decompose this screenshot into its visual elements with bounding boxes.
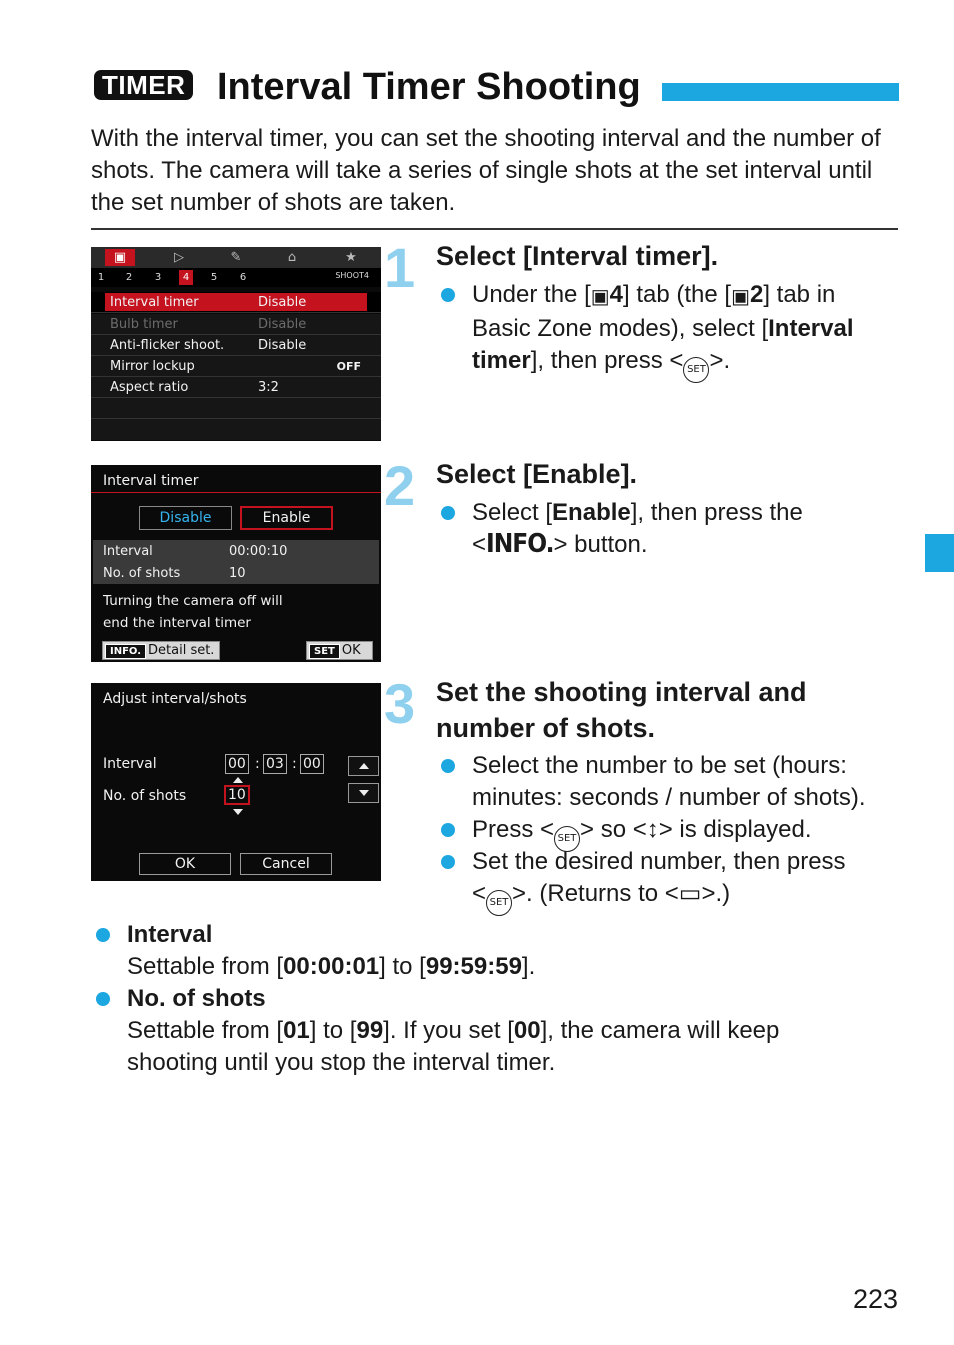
text: Under the [ bbox=[472, 281, 591, 308]
menu-row-label: Mirror lockup bbox=[110, 359, 195, 374]
screen-title: Adjust interval/shots bbox=[103, 691, 247, 707]
hours-box: 00 bbox=[225, 754, 249, 774]
menu-tab-bar bbox=[91, 247, 381, 268]
detail-set-guide bbox=[102, 641, 220, 660]
info-key-icon: INFO. bbox=[105, 644, 146, 659]
title-line: number of shots. bbox=[436, 713, 656, 743]
camera-icon: ▣ bbox=[590, 286, 610, 308]
detail-set-label: Detail set. bbox=[148, 643, 215, 658]
text: ] tab (the [ bbox=[623, 281, 732, 308]
ok-label: OK bbox=[341, 643, 361, 658]
range-min: 01 bbox=[283, 1017, 310, 1044]
wrench-icon: ✎ bbox=[230, 250, 242, 265]
minutes-box: 03 bbox=[263, 754, 287, 774]
shots-value: 10 bbox=[229, 566, 246, 581]
step-number: 3 bbox=[384, 672, 416, 735]
menu-item: timer bbox=[472, 347, 531, 374]
menu-row-anti-flicker bbox=[91, 335, 381, 356]
playback-icon: ▷ bbox=[174, 250, 184, 265]
menu-row-interval-timer bbox=[91, 292, 381, 313]
camera-screen-adjust-interval bbox=[91, 683, 381, 881]
step-instruction bbox=[472, 750, 866, 814]
settings-summary bbox=[93, 540, 379, 584]
bullet-icon bbox=[441, 506, 455, 520]
step-number: 1 bbox=[384, 236, 416, 299]
menu-row-value: Disable bbox=[258, 295, 307, 310]
bullet-icon bbox=[441, 855, 455, 869]
text: >. bbox=[709, 347, 731, 374]
camera-icon: ▣ bbox=[105, 249, 135, 266]
camera-screen-shoot-menu bbox=[91, 247, 381, 441]
tab-number: 2 bbox=[749, 281, 764, 308]
text: ] to [ bbox=[379, 953, 426, 980]
title-underline bbox=[91, 492, 381, 493]
page-number: 1 bbox=[97, 272, 105, 283]
tab-number: 4 bbox=[609, 281, 623, 308]
section-header bbox=[91, 66, 899, 110]
bullet-icon bbox=[96, 928, 110, 942]
disable-option: Disable bbox=[139, 506, 232, 530]
bullet-icon bbox=[441, 288, 455, 302]
text: < bbox=[472, 880, 487, 907]
text: Press < bbox=[472, 816, 555, 843]
set-ok-guide bbox=[306, 641, 373, 660]
text: > button. bbox=[553, 531, 648, 558]
page-number-active: 4 bbox=[179, 270, 193, 285]
text: >.) bbox=[701, 880, 731, 907]
set-button-icon: SET bbox=[554, 826, 580, 852]
bullet-icon bbox=[96, 992, 110, 1006]
menu-row-mirror-lockup bbox=[91, 356, 381, 377]
timer-mode-badge: TIMER bbox=[94, 70, 193, 100]
step-title: Select [Enable]. bbox=[436, 459, 638, 489]
decrease-button bbox=[348, 783, 379, 803]
menu-row-label: Bulb timer bbox=[110, 317, 178, 332]
text: Set the desired number, then press bbox=[472, 848, 846, 875]
step-instruction bbox=[472, 279, 854, 383]
menu-row-value: OFF bbox=[336, 360, 361, 373]
camera-icon: ▣ bbox=[731, 286, 750, 308]
title-line: Set the shooting interval and bbox=[436, 677, 807, 707]
step-instruction bbox=[472, 846, 846, 916]
text: ] to [ bbox=[309, 1017, 357, 1044]
text: ]. If you set [ bbox=[383, 1017, 514, 1044]
step-title: Select [Interval timer]. bbox=[436, 241, 719, 271]
shots-heading: No. of shots bbox=[127, 985, 266, 1012]
menu-row-value: Disable bbox=[258, 317, 307, 332]
set-key-icon: SET bbox=[309, 644, 340, 659]
star-icon: ★ bbox=[345, 250, 357, 265]
title-accent-bar bbox=[662, 83, 899, 101]
set-button-icon: SET bbox=[486, 890, 512, 916]
menu-item: Enable bbox=[552, 499, 631, 526]
text: >. (Returns to < bbox=[512, 880, 679, 907]
text: Select [ bbox=[472, 499, 553, 526]
text: ], then press the bbox=[630, 499, 803, 526]
menu-row-value: Disable bbox=[258, 338, 307, 353]
menu-row-value: 3:2 bbox=[258, 380, 279, 395]
custom-icon: ⌂ bbox=[287, 250, 297, 265]
text: > is displayed. bbox=[658, 816, 812, 843]
camera-screen-interval-timer bbox=[91, 465, 381, 662]
text: Settable from [ bbox=[127, 953, 284, 980]
time-separator: : bbox=[255, 756, 260, 772]
page-number: 5 bbox=[210, 272, 218, 283]
increase-button bbox=[348, 756, 379, 776]
set-button-icon: SET bbox=[683, 357, 709, 383]
intro-paragraph: With the interval timer, you can set the shooting interval and the number of shots. The camera will take a series of single shots at the set interval until the set number of shots are taken. bbox=[91, 125, 881, 216]
note-line: Turning the camera off will bbox=[103, 593, 283, 609]
bullet-icon bbox=[441, 759, 455, 773]
text: ] tab in bbox=[763, 281, 836, 308]
interval-range bbox=[127, 951, 897, 983]
range-max: 99:59:59 bbox=[425, 953, 522, 980]
menu-page-numbers bbox=[91, 268, 381, 287]
screen-title: Interval timer bbox=[103, 473, 199, 489]
text: shooting until you stop the interval timer. bbox=[127, 1049, 556, 1076]
box-icon: ▭ bbox=[678, 880, 702, 907]
step-instruction bbox=[472, 497, 803, 561]
cancel-button: Cancel bbox=[240, 853, 332, 875]
updown-arrows-icon: ↕ bbox=[646, 816, 659, 843]
menu-page-label: SHOOT4 bbox=[335, 271, 369, 280]
power-off-note bbox=[103, 590, 373, 634]
seconds-box: 00 bbox=[300, 754, 324, 774]
chapter-side-tab bbox=[925, 534, 954, 572]
down-arrow-icon bbox=[359, 790, 369, 796]
text: minutes: seconds / number of shots). bbox=[472, 784, 866, 811]
menu-item: Interval bbox=[768, 315, 854, 342]
up-arrow-icon bbox=[359, 763, 369, 769]
range-min: 00:00:01 bbox=[283, 953, 380, 980]
menu-row-aspect-ratio bbox=[91, 377, 381, 398]
range-max: 99 bbox=[356, 1017, 384, 1044]
interval-row bbox=[103, 543, 288, 561]
text: ], the camera will keep bbox=[540, 1017, 780, 1044]
text: ]. bbox=[521, 953, 536, 980]
shots-range bbox=[127, 1015, 897, 1079]
menu-row-empty bbox=[91, 419, 381, 440]
page-number: 3 bbox=[154, 272, 162, 283]
menu-row-empty bbox=[91, 398, 381, 419]
interval-label: Interval bbox=[103, 756, 157, 772]
ok-button: OK bbox=[139, 853, 231, 875]
text: < bbox=[472, 531, 487, 558]
shots-box: 10 bbox=[224, 785, 250, 805]
zero-value: 00 bbox=[513, 1017, 541, 1044]
menu-row-label: Anti-flicker shoot. bbox=[110, 338, 225, 353]
shots-label: No. of shots bbox=[103, 788, 187, 804]
page-number: 223 bbox=[852, 1284, 898, 1314]
shots-label: No. of shots bbox=[103, 566, 181, 581]
text: > so < bbox=[580, 816, 647, 843]
page-title: Interval Timer Shooting bbox=[217, 66, 641, 108]
divider bbox=[91, 228, 898, 230]
page-number: 2 bbox=[125, 272, 133, 283]
info-button-icon: INFO. bbox=[486, 529, 554, 559]
interval-value: 00:00:10 bbox=[229, 544, 288, 559]
step-title bbox=[436, 674, 807, 746]
menu-row-label: Interval timer bbox=[110, 295, 199, 310]
menu-row-bulb-timer bbox=[91, 314, 381, 335]
interval-heading: Interval bbox=[127, 921, 213, 948]
down-arrow-icon bbox=[233, 809, 243, 815]
interval-label: Interval bbox=[103, 544, 153, 559]
note-line: end the interval timer bbox=[103, 615, 251, 631]
text: Basic Zone modes), select [ bbox=[472, 315, 769, 342]
bullet-icon bbox=[441, 823, 455, 837]
menu-row-label: Aspect ratio bbox=[110, 380, 189, 395]
text: Select the number to be set (hours: bbox=[472, 752, 847, 779]
text: ], then press < bbox=[530, 347, 684, 374]
enable-option: Enable bbox=[240, 506, 333, 530]
up-arrow-icon bbox=[233, 777, 243, 783]
text: Settable from [ bbox=[127, 1017, 284, 1044]
time-separator: : bbox=[292, 756, 297, 772]
page-number: 6 bbox=[239, 272, 247, 283]
shots-row bbox=[103, 565, 246, 583]
step-number: 2 bbox=[384, 454, 416, 517]
